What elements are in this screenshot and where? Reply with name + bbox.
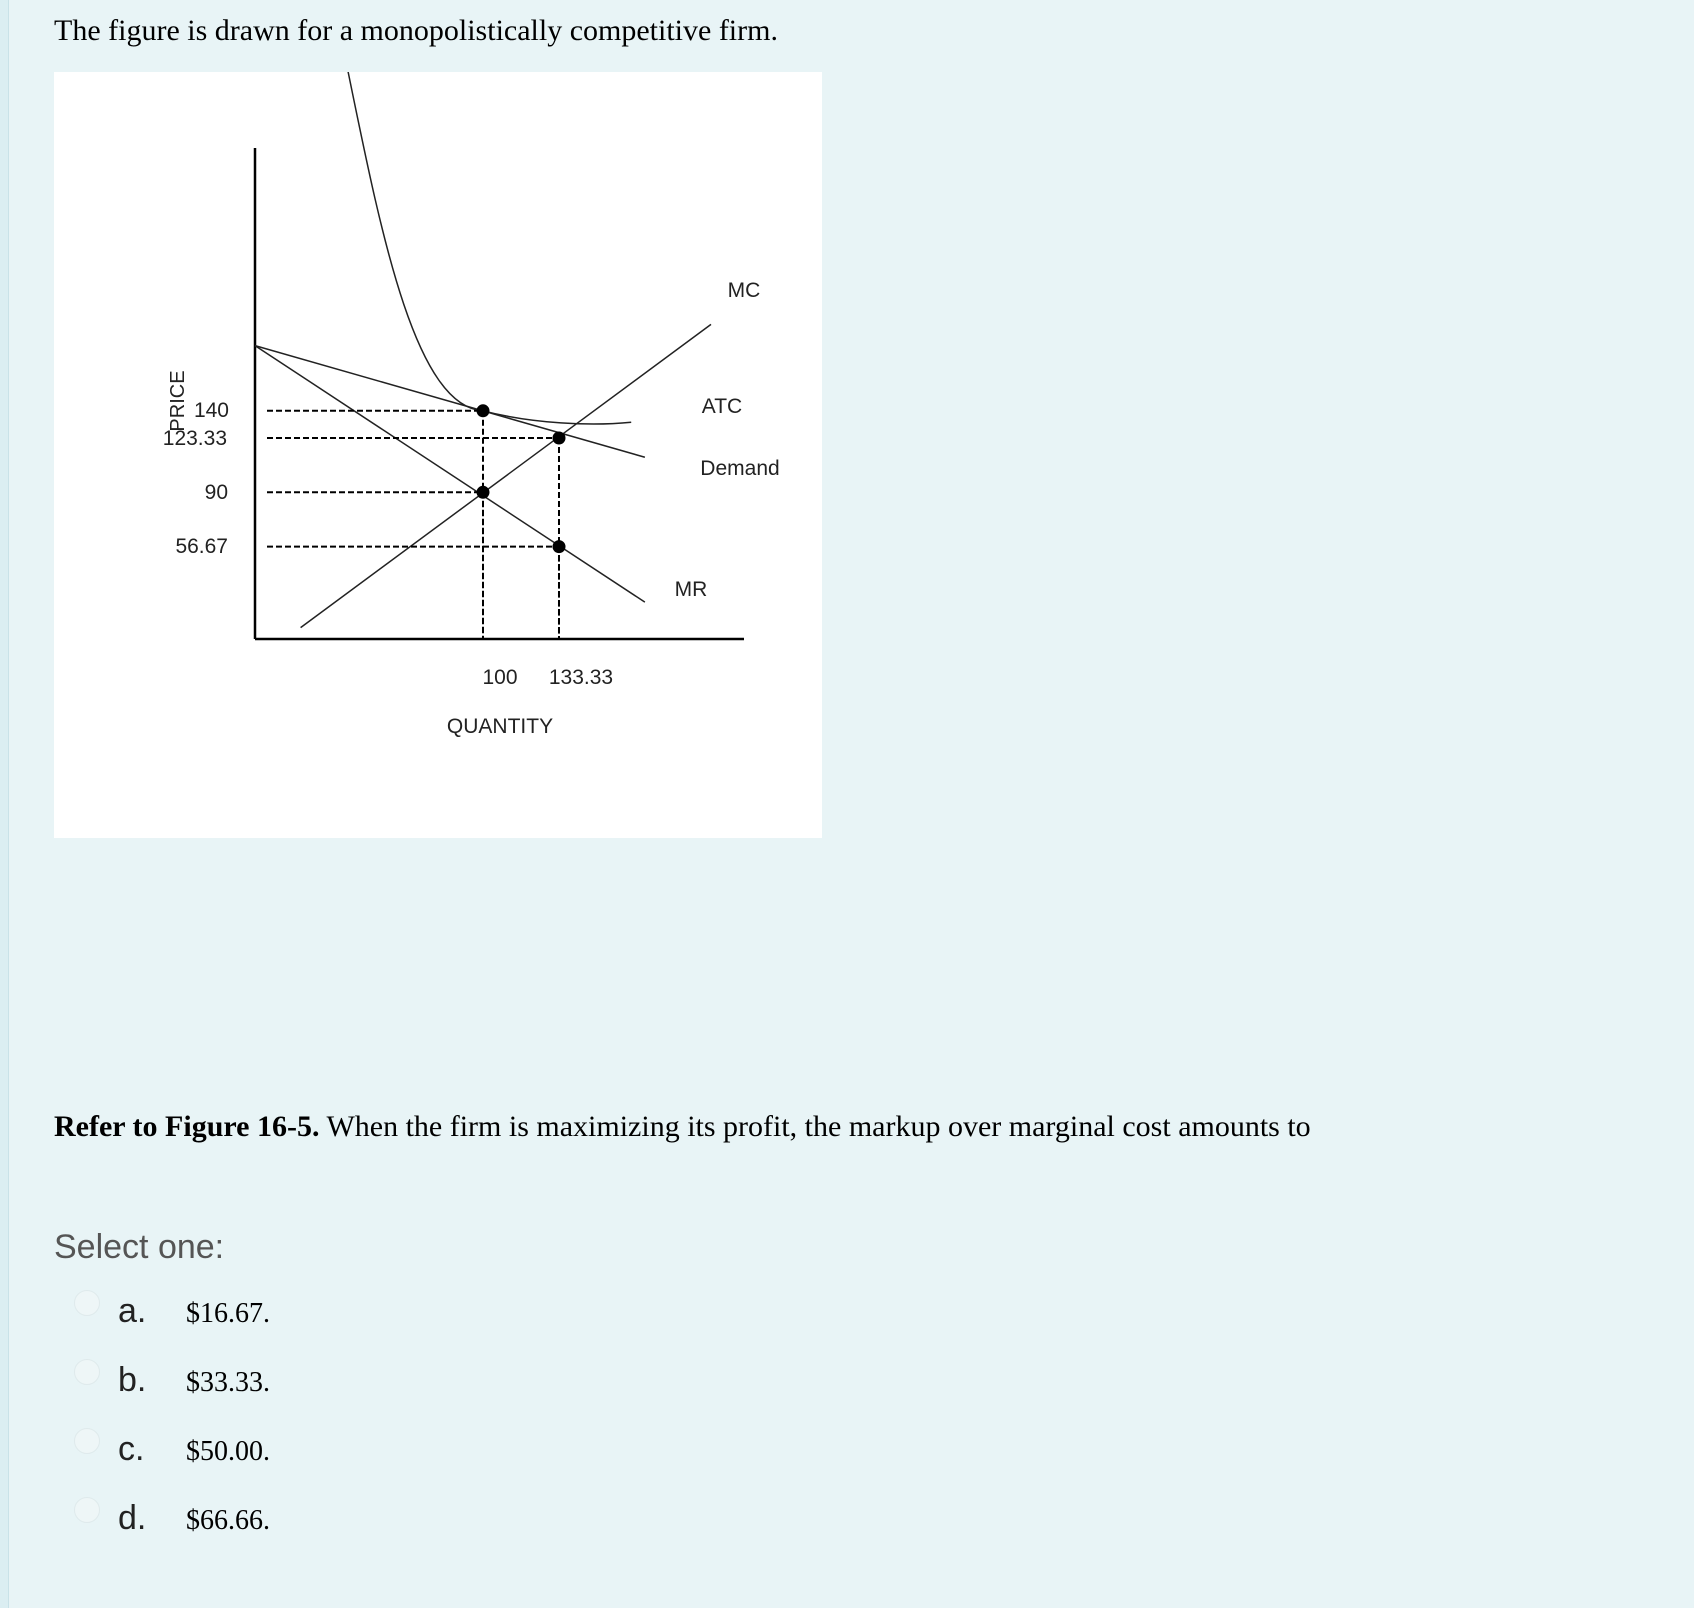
chart-svg bbox=[54, 72, 822, 838]
answer-option-b[interactable] bbox=[70, 1361, 470, 1436]
atc-curve-label: ATC bbox=[701, 395, 743, 418]
equilibrium-point bbox=[552, 540, 565, 553]
option-letter: c. bbox=[118, 1430, 145, 1468]
y-tick-label: 123.33 bbox=[162, 427, 227, 450]
question-text bbox=[54, 1110, 1311, 1144]
y-tick-label: 140 bbox=[193, 399, 229, 422]
page-left-border bbox=[0, 0, 9, 1608]
atc-curve bbox=[330, 72, 631, 424]
question-figure-ref: Refer to Figure 16-5. bbox=[54, 1110, 320, 1143]
select-one-label: Select one: bbox=[54, 1228, 225, 1266]
y-tick-label: 56.67 bbox=[175, 535, 228, 558]
option-letter: d. bbox=[118, 1499, 147, 1537]
demand-curve-label: Demand bbox=[700, 457, 780, 480]
option-text: $66.66. bbox=[186, 1505, 270, 1536]
option-text: $50.00. bbox=[186, 1436, 270, 1467]
y-tick-label: 90 bbox=[204, 481, 228, 504]
option-letter: b. bbox=[118, 1361, 147, 1399]
option-letter: a. bbox=[118, 1292, 147, 1330]
mr-curve-label: MR bbox=[674, 578, 708, 601]
answer-option-c[interactable] bbox=[70, 1430, 470, 1505]
mr-curve bbox=[255, 346, 645, 603]
x-tick-label: 100 bbox=[482, 666, 518, 689]
x-tick-label: 133.33 bbox=[548, 666, 614, 689]
radio-button-b[interactable] bbox=[74, 1359, 100, 1385]
figure-16-5 bbox=[54, 72, 822, 838]
intro-text: The figure is drawn for a monopolistically competitive firm. bbox=[54, 14, 778, 47]
mc-curve-label: MC bbox=[727, 279, 761, 302]
option-text: $33.33. bbox=[186, 1367, 270, 1398]
radio-button-c[interactable] bbox=[74, 1428, 100, 1454]
mc-curve bbox=[301, 324, 711, 627]
equilibrium-point bbox=[477, 486, 490, 499]
answer-option-a[interactable] bbox=[70, 1292, 470, 1367]
equilibrium-point bbox=[477, 404, 490, 417]
equilibrium-point bbox=[552, 431, 565, 444]
question-body: When the firm is maximizing its profit, the markup over marginal cost amounts to bbox=[319, 1110, 1311, 1143]
option-text: $16.67. bbox=[186, 1298, 270, 1329]
answer-option-d[interactable] bbox=[70, 1499, 470, 1574]
y-axis-label: PRICE bbox=[167, 370, 189, 432]
x-axis-label: QUANTITY bbox=[446, 715, 554, 738]
radio-button-a[interactable] bbox=[74, 1290, 100, 1316]
answer-options bbox=[70, 1292, 470, 1574]
radio-button-d[interactable] bbox=[74, 1497, 100, 1523]
demand-curve bbox=[255, 346, 645, 458]
